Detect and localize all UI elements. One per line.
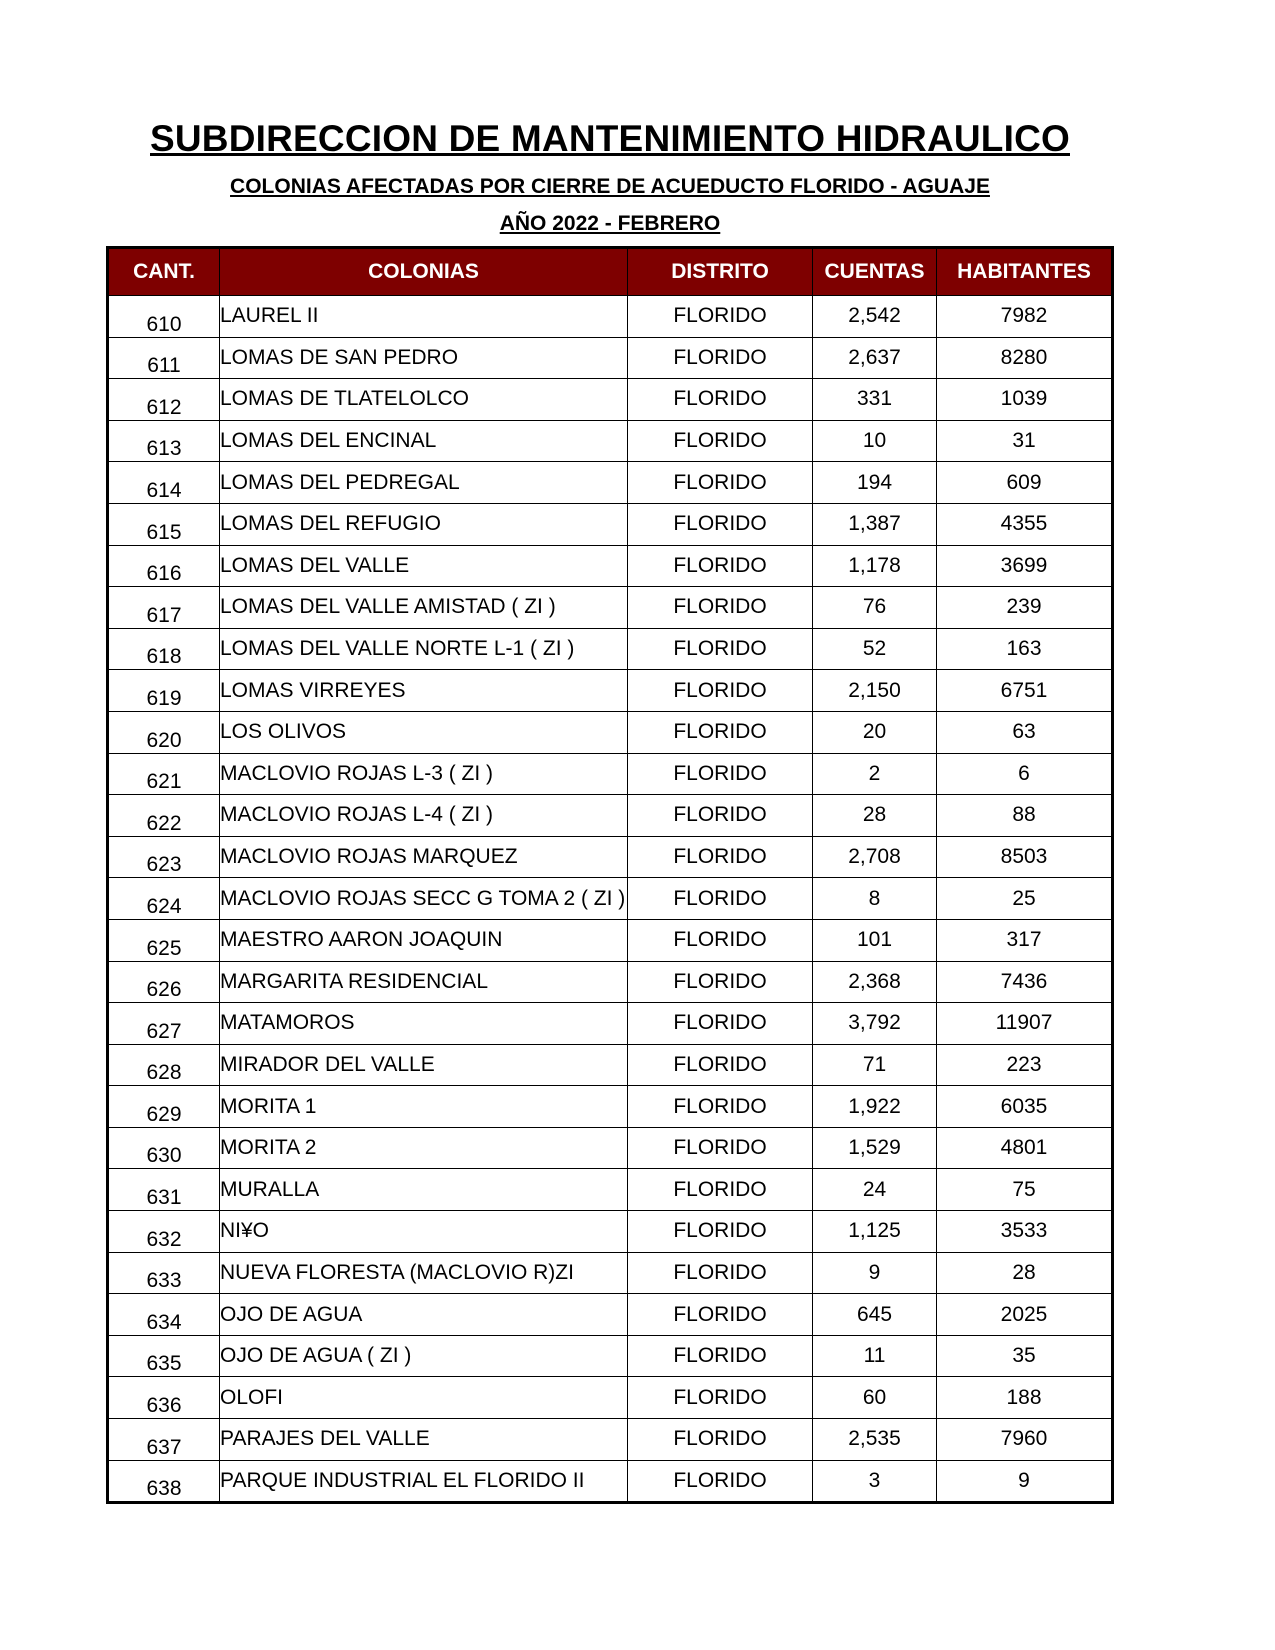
cell-cuentas: 645 bbox=[813, 1294, 937, 1336]
cell-distrito: FLORIDO bbox=[628, 337, 813, 379]
cell-distrito: FLORIDO bbox=[628, 1211, 813, 1253]
cell-cant: 638 bbox=[108, 1460, 220, 1503]
cell-habitantes: 6035 bbox=[937, 1086, 1113, 1128]
cell-distrito: FLORIDO bbox=[628, 795, 813, 837]
column-header-cuentas: CUENTAS bbox=[813, 248, 937, 296]
cell-cant: 613 bbox=[108, 420, 220, 462]
cell-cant: 616 bbox=[108, 545, 220, 587]
cell-distrito: FLORIDO bbox=[628, 1169, 813, 1211]
table-row bbox=[108, 919, 1113, 961]
cell-colonia: LOMAS DE TLATELOLCO bbox=[220, 379, 628, 421]
table-row bbox=[108, 1086, 1113, 1128]
cell-colonia: MARGARITA RESIDENCIAL bbox=[220, 961, 628, 1003]
cell-cuentas: 3,792 bbox=[813, 1003, 937, 1045]
cell-colonia: OLOFI bbox=[220, 1377, 628, 1419]
table-row bbox=[108, 587, 1113, 629]
cell-cuentas: 1,922 bbox=[813, 1086, 937, 1128]
cell-colonia: OJO DE AGUA bbox=[220, 1294, 628, 1336]
column-header-habitantes: HABITANTES bbox=[937, 248, 1113, 296]
cell-colonia: PARAJES DEL VALLE bbox=[220, 1419, 628, 1461]
cell-colonia: MACLOVIO ROJAS SECC G TOMA 2 ( ZI ) bbox=[220, 878, 628, 920]
cell-habitantes: 2025 bbox=[937, 1294, 1113, 1336]
cell-habitantes: 25 bbox=[937, 878, 1113, 920]
cell-cuentas: 11 bbox=[813, 1335, 937, 1377]
cell-cuentas: 76 bbox=[813, 587, 937, 629]
cell-cuentas: 1,529 bbox=[813, 1127, 937, 1169]
cell-habitantes: 317 bbox=[937, 919, 1113, 961]
cell-cuentas: 2,637 bbox=[813, 337, 937, 379]
cell-distrito: FLORIDO bbox=[628, 1460, 813, 1503]
table-row bbox=[108, 1460, 1113, 1503]
cell-cuentas: 1,125 bbox=[813, 1211, 937, 1253]
cell-distrito: FLORIDO bbox=[628, 545, 813, 587]
cell-distrito: FLORIDO bbox=[628, 587, 813, 629]
table-row bbox=[108, 462, 1113, 504]
table-row bbox=[108, 711, 1113, 753]
cell-distrito: FLORIDO bbox=[628, 379, 813, 421]
cell-colonia: MORITA 1 bbox=[220, 1086, 628, 1128]
cell-cant: 625 bbox=[108, 919, 220, 961]
table-row bbox=[108, 1127, 1113, 1169]
cell-cant: 610 bbox=[108, 296, 220, 338]
cell-habitantes: 223 bbox=[937, 1044, 1113, 1086]
cell-cant: 626 bbox=[108, 961, 220, 1003]
cell-habitantes: 3533 bbox=[937, 1211, 1113, 1253]
cell-cant: 618 bbox=[108, 628, 220, 670]
cell-habitantes: 8503 bbox=[937, 836, 1113, 878]
table-header-row bbox=[108, 248, 1113, 296]
cell-cuentas: 2,368 bbox=[813, 961, 937, 1003]
table-row bbox=[108, 545, 1113, 587]
cell-cuentas: 9 bbox=[813, 1252, 937, 1294]
table-row bbox=[108, 1003, 1113, 1045]
cell-colonia: MACLOVIO ROJAS L-3 ( ZI ) bbox=[220, 753, 628, 795]
cell-cuentas: 101 bbox=[813, 919, 937, 961]
cell-cant: 633 bbox=[108, 1252, 220, 1294]
cell-distrito: FLORIDO bbox=[628, 420, 813, 462]
cell-colonia: MAESTRO AARON JOAQUIN bbox=[220, 919, 628, 961]
cell-cant: 621 bbox=[108, 753, 220, 795]
cell-distrito: FLORIDO bbox=[628, 1086, 813, 1128]
cell-cant: 617 bbox=[108, 587, 220, 629]
cell-colonia: PARQUE INDUSTRIAL EL FLORIDO II bbox=[220, 1460, 628, 1503]
colonias-table bbox=[106, 246, 1114, 1504]
cell-cuentas: 20 bbox=[813, 711, 937, 753]
cell-colonia: MACLOVIO ROJAS L-4 ( ZI ) bbox=[220, 795, 628, 837]
cell-habitantes: 3699 bbox=[937, 545, 1113, 587]
cell-distrito: FLORIDO bbox=[628, 462, 813, 504]
table-row bbox=[108, 1419, 1113, 1461]
cell-cant: 619 bbox=[108, 670, 220, 712]
cell-habitantes: 31 bbox=[937, 420, 1113, 462]
cell-distrito: FLORIDO bbox=[628, 753, 813, 795]
cell-cuentas: 2,542 bbox=[813, 296, 937, 338]
column-header-colonias: COLONIAS bbox=[220, 248, 628, 296]
table-row bbox=[108, 878, 1113, 920]
cell-habitantes: 28 bbox=[937, 1252, 1113, 1294]
table-row bbox=[108, 670, 1113, 712]
cell-distrito: FLORIDO bbox=[628, 836, 813, 878]
cell-cant: 630 bbox=[108, 1127, 220, 1169]
table-row bbox=[108, 503, 1113, 545]
cell-distrito: FLORIDO bbox=[628, 628, 813, 670]
cell-distrito: FLORIDO bbox=[628, 296, 813, 338]
cell-habitantes: 9 bbox=[937, 1460, 1113, 1503]
cell-cant: 620 bbox=[108, 711, 220, 753]
cell-cuentas: 8 bbox=[813, 878, 937, 920]
table-row bbox=[108, 1294, 1113, 1336]
cell-distrito: FLORIDO bbox=[628, 1419, 813, 1461]
cell-distrito: FLORIDO bbox=[628, 1294, 813, 1336]
cell-colonia: LOMAS DEL VALLE AMISTAD ( ZI ) bbox=[220, 587, 628, 629]
cell-cuentas: 331 bbox=[813, 379, 937, 421]
cell-habitantes: 6 bbox=[937, 753, 1113, 795]
table-row bbox=[108, 1252, 1113, 1294]
cell-distrito: FLORIDO bbox=[628, 1252, 813, 1294]
cell-habitantes: 7960 bbox=[937, 1419, 1113, 1461]
cell-cuentas: 194 bbox=[813, 462, 937, 504]
table-row bbox=[108, 628, 1113, 670]
cell-cuentas: 60 bbox=[813, 1377, 937, 1419]
cell-habitantes: 11907 bbox=[937, 1003, 1113, 1045]
table-row bbox=[108, 1211, 1113, 1253]
cell-habitantes: 35 bbox=[937, 1335, 1113, 1377]
cell-colonia: MORITA 2 bbox=[220, 1127, 628, 1169]
cell-distrito: FLORIDO bbox=[628, 503, 813, 545]
cell-cant: 612 bbox=[108, 379, 220, 421]
cell-distrito: FLORIDO bbox=[628, 878, 813, 920]
table-row bbox=[108, 1044, 1113, 1086]
cell-cant: 636 bbox=[108, 1377, 220, 1419]
cell-habitantes: 7436 bbox=[937, 961, 1113, 1003]
table-body bbox=[108, 296, 1113, 1503]
cell-distrito: FLORIDO bbox=[628, 961, 813, 1003]
cell-habitantes: 188 bbox=[937, 1377, 1113, 1419]
cell-distrito: FLORIDO bbox=[628, 1377, 813, 1419]
cell-cant: 634 bbox=[108, 1294, 220, 1336]
cell-colonia: LOMAS DEL ENCINAL bbox=[220, 420, 628, 462]
cell-habitantes: 63 bbox=[937, 711, 1113, 753]
cell-habitantes: 1039 bbox=[937, 379, 1113, 421]
cell-colonia: LOMAS DEL REFUGIO bbox=[220, 503, 628, 545]
table-row bbox=[108, 961, 1113, 1003]
cell-cuentas: 2,150 bbox=[813, 670, 937, 712]
table-row bbox=[108, 1377, 1113, 1419]
cell-cuentas: 10 bbox=[813, 420, 937, 462]
table-row bbox=[108, 337, 1113, 379]
cell-cant: 615 bbox=[108, 503, 220, 545]
cell-cant: 632 bbox=[108, 1211, 220, 1253]
cell-colonia: LOMAS DEL VALLE NORTE L-1 ( ZI ) bbox=[220, 628, 628, 670]
page-title: SUBDIRECCION DE MANTENIMIENTO HIDRAULICO bbox=[150, 118, 1070, 159]
table-row bbox=[108, 836, 1113, 878]
cell-cuentas: 71 bbox=[813, 1044, 937, 1086]
table-row bbox=[108, 420, 1113, 462]
cell-colonia: NUEVA FLORESTA (MACLOVIO R)ZI bbox=[220, 1252, 628, 1294]
cell-cant: 635 bbox=[108, 1335, 220, 1377]
cell-colonia: LOMAS DEL VALLE bbox=[220, 545, 628, 587]
cell-cant: 628 bbox=[108, 1044, 220, 1086]
cell-cant: 622 bbox=[108, 795, 220, 837]
cell-distrito: FLORIDO bbox=[628, 1127, 813, 1169]
table-row bbox=[108, 1169, 1113, 1211]
cell-cuentas: 52 bbox=[813, 628, 937, 670]
cell-colonia: LOMAS VIRREYES bbox=[220, 670, 628, 712]
cell-distrito: FLORIDO bbox=[628, 1044, 813, 1086]
cell-cant: 611 bbox=[108, 337, 220, 379]
cell-colonia: LAUREL II bbox=[220, 296, 628, 338]
cell-cuentas: 1,387 bbox=[813, 503, 937, 545]
page-subtitle: COLONIAS AFECTADAS POR CIERRE DE ACUEDUCTO FLORIDO - AGUAJE bbox=[230, 175, 990, 198]
cell-cant: 624 bbox=[108, 878, 220, 920]
cell-habitantes: 609 bbox=[937, 462, 1113, 504]
cell-distrito: FLORIDO bbox=[628, 1335, 813, 1377]
table-row bbox=[108, 296, 1113, 338]
cell-colonia: MURALLA bbox=[220, 1169, 628, 1211]
cell-cuentas: 2 bbox=[813, 753, 937, 795]
cell-habitantes: 163 bbox=[937, 628, 1113, 670]
cell-colonia: LOMAS DEL PEDREGAL bbox=[220, 462, 628, 504]
cell-cant: 631 bbox=[108, 1169, 220, 1211]
table-row bbox=[108, 795, 1113, 837]
cell-cant: 637 bbox=[108, 1419, 220, 1461]
cell-cuentas: 24 bbox=[813, 1169, 937, 1211]
cell-colonia: LOS OLIVOS bbox=[220, 711, 628, 753]
cell-habitantes: 4355 bbox=[937, 503, 1113, 545]
column-header-distrito: DISTRITO bbox=[628, 248, 813, 296]
cell-cant: 629 bbox=[108, 1086, 220, 1128]
cell-cant: 623 bbox=[108, 836, 220, 878]
cell-distrito: FLORIDO bbox=[628, 711, 813, 753]
cell-cuentas: 3 bbox=[813, 1460, 937, 1503]
cell-cuentas: 2,708 bbox=[813, 836, 937, 878]
cell-colonia: MATAMOROS bbox=[220, 1003, 628, 1045]
cell-habitantes: 4801 bbox=[937, 1127, 1113, 1169]
table-row bbox=[108, 379, 1113, 421]
cell-distrito: FLORIDO bbox=[628, 670, 813, 712]
cell-colonia: MACLOVIO ROJAS MARQUEZ bbox=[220, 836, 628, 878]
cell-habitantes: 75 bbox=[937, 1169, 1113, 1211]
cell-habitantes: 8280 bbox=[937, 337, 1113, 379]
cell-habitantes: 6751 bbox=[937, 670, 1113, 712]
column-header-cant: CANT. bbox=[108, 248, 220, 296]
cell-colonia: NI¥O bbox=[220, 1211, 628, 1253]
cell-cant: 614 bbox=[108, 462, 220, 504]
cell-colonia: OJO DE AGUA ( ZI ) bbox=[220, 1335, 628, 1377]
cell-cuentas: 2,535 bbox=[813, 1419, 937, 1461]
cell-habitantes: 239 bbox=[937, 587, 1113, 629]
cell-habitantes: 7982 bbox=[937, 296, 1113, 338]
cell-distrito: FLORIDO bbox=[628, 919, 813, 961]
cell-distrito: FLORIDO bbox=[628, 1003, 813, 1045]
table-row bbox=[108, 753, 1113, 795]
cell-habitantes: 88 bbox=[937, 795, 1113, 837]
cell-cuentas: 28 bbox=[813, 795, 937, 837]
period-label: AÑO 2022 - FEBRERO bbox=[499, 212, 721, 235]
cell-cant: 627 bbox=[108, 1003, 220, 1045]
cell-cuentas: 1,178 bbox=[813, 545, 937, 587]
cell-colonia: MIRADOR DEL VALLE bbox=[220, 1044, 628, 1086]
cell-colonia: LOMAS DE SAN PEDRO bbox=[220, 337, 628, 379]
table-row bbox=[108, 1335, 1113, 1377]
